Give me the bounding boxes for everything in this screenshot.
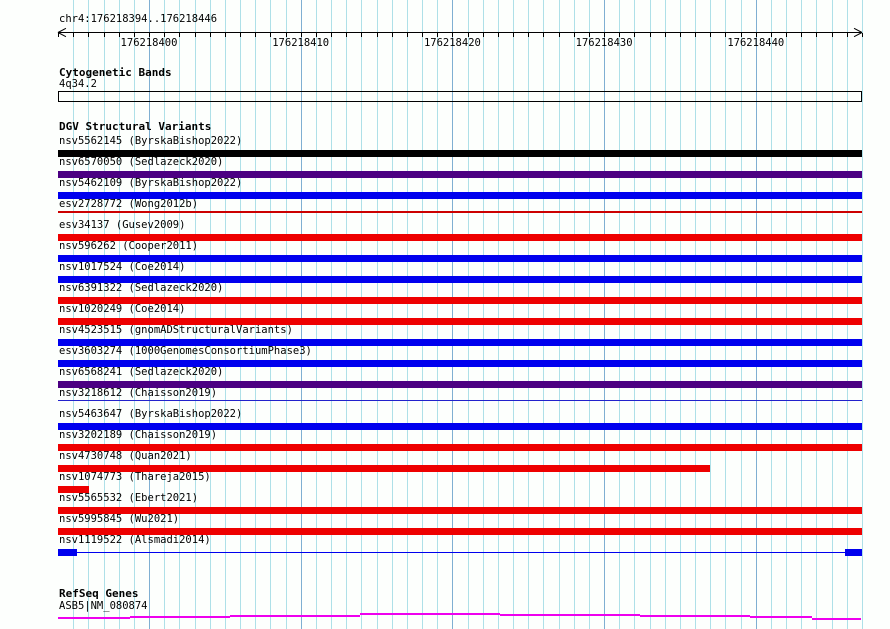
variant-row	[0, 345, 890, 366]
gene-line-segment[interactable]	[640, 615, 750, 617]
ruler-coordinate-label: 176218410	[272, 37, 330, 49]
variant-row	[0, 450, 890, 471]
ruler-coordinate-label: 176218420	[423, 37, 481, 49]
gene-line-segment[interactable]	[500, 614, 640, 616]
cytoband-name: 4q34.2	[59, 78, 97, 90]
variant-row	[0, 492, 890, 513]
variant-row	[0, 534, 890, 555]
variant-label[interactable]: nsv3202189 (Chaisson2019)	[59, 429, 218, 441]
cytoband-box[interactable]	[58, 91, 862, 102]
variant-label[interactable]: nsv5562145 (ByrskaBishop2022)	[59, 135, 243, 147]
variant-label[interactable]: nsv6570050 (Sedlazeck2020)	[59, 156, 224, 168]
ruler-coordinate-label: 176218400	[120, 37, 178, 49]
ruler-coordinate-label: 176218430	[575, 37, 633, 49]
variant-label[interactable]: nsv5463647 (ByrskaBishop2022)	[59, 408, 243, 420]
variant-row	[0, 324, 890, 345]
variant-label[interactable]: nsv4730748 (Quan2021)	[59, 450, 192, 462]
gene-line-segment[interactable]	[130, 616, 230, 618]
ruler-coordinate-label: 176218440	[727, 37, 785, 49]
variant-row	[0, 177, 890, 198]
variant-label[interactable]: nsv5462109 (ByrskaBishop2022)	[59, 177, 243, 189]
variant-label[interactable]: nsv1074773 (Thareja2015)	[59, 471, 211, 483]
variant-bar[interactable]	[845, 549, 862, 556]
variant-row	[0, 471, 890, 492]
variant-row	[0, 135, 890, 156]
variant-row	[0, 240, 890, 261]
variant-label[interactable]: esv2728772 (Wong2012b)	[59, 198, 199, 210]
variant-feature-track	[58, 549, 862, 556]
cytogenetic-bands-title: Cytogenetic Bands	[59, 66, 172, 79]
variant-label[interactable]: nsv5995845 (Wu2021)	[59, 513, 180, 525]
refseq-track-title: RefSeq Genes	[59, 587, 139, 600]
dgv-track-title: DGV Structural Variants	[59, 120, 212, 133]
variant-line[interactable]	[58, 400, 862, 401]
variant-row	[0, 429, 890, 450]
variant-row	[0, 408, 890, 429]
region-coordinates: chr4:176218394..176218446	[59, 13, 218, 25]
gene-line-segment[interactable]	[750, 616, 812, 618]
variant-bar[interactable]	[58, 549, 77, 556]
variant-row	[0, 303, 890, 324]
variant-row	[0, 198, 890, 219]
gene-line-segment[interactable]	[58, 617, 130, 619]
variant-label[interactable]: nsv1017524 (Coe2014)	[59, 261, 186, 273]
variant-row	[0, 156, 890, 177]
gene-line-segment[interactable]	[360, 613, 500, 615]
refseq-gene-name: ASB5|NM_080874	[59, 600, 148, 612]
variant-label[interactable]: nsv1119522 (Alsmadi2014)	[59, 534, 211, 546]
gene-line-segment[interactable]	[812, 618, 861, 620]
variant-row	[0, 282, 890, 303]
variant-label[interactable]: nsv5565532 (Ebert2021)	[59, 492, 199, 504]
ruler-coordinate-labels	[0, 37, 890, 49]
variant-label[interactable]: nsv596262 (Cooper2011)	[59, 240, 199, 252]
gene-line-segment[interactable]	[230, 615, 360, 617]
variant-row	[0, 261, 890, 282]
variant-label[interactable]: nsv3218612 (Chaisson2019)	[59, 387, 218, 399]
variant-row	[0, 513, 890, 534]
variant-label[interactable]: nsv6391322 (Sedlazeck2020)	[59, 282, 224, 294]
variant-line[interactable]	[58, 211, 862, 213]
variant-label[interactable]: nsv6568241 (Sedlazeck2020)	[59, 366, 224, 378]
variant-row	[0, 366, 890, 387]
variant-label[interactable]: esv34137 (Gusev2009)	[59, 219, 186, 231]
variant-label[interactable]: nsv1020249 (Coe2014)	[59, 303, 186, 315]
variant-label[interactable]: nsv4523515 (gnomADStructuralVariants)	[59, 324, 293, 336]
variant-row	[0, 219, 890, 240]
variant-label[interactable]: esv3603274 (1000GenomesConsortiumPhase3)	[59, 345, 312, 357]
variant-row	[0, 387, 890, 408]
variant-connector-line[interactable]	[58, 552, 862, 553]
